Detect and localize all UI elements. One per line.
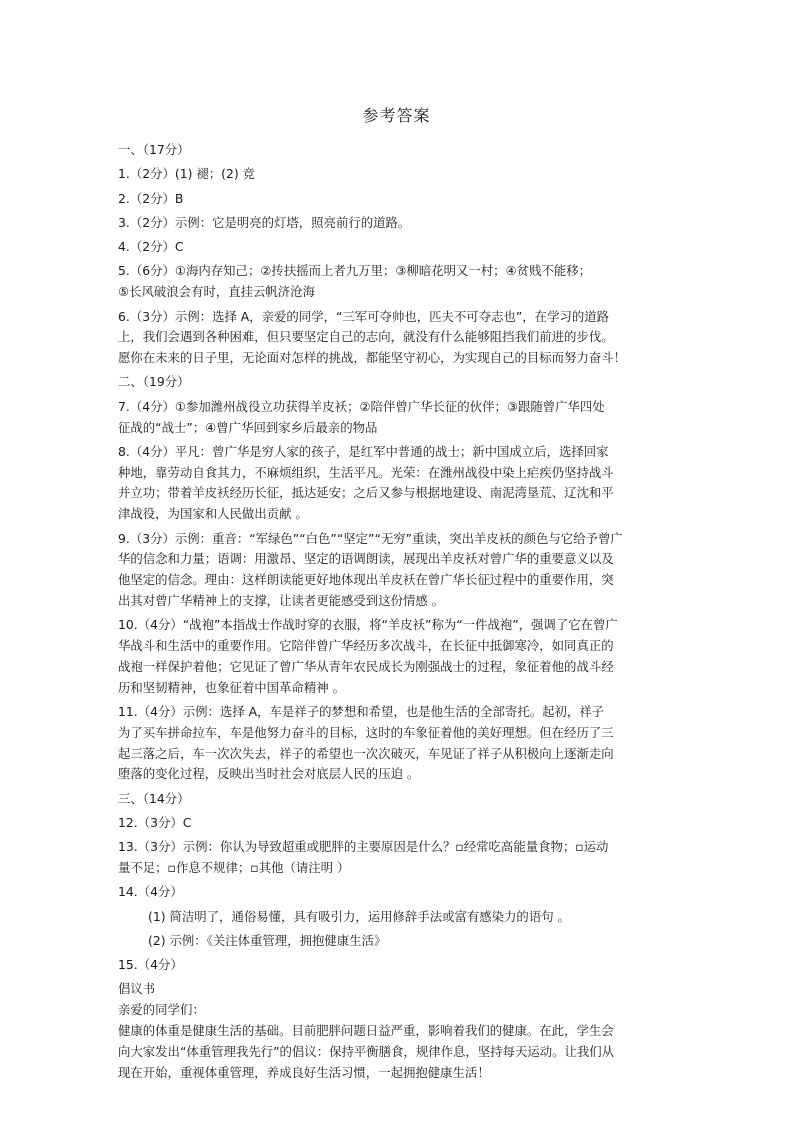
- answer-q14-heading: 14.（4分）: [118, 884, 183, 900]
- proposal-greeting: 亲爱的同学们：: [118, 1002, 205, 1018]
- proposal-body-line1: 健康的体重是健康生活的基础。目前肥胖问题日益严重，影响着我们的健康。在此，学生会: [118, 1023, 614, 1039]
- answer-q8-line2: 种地，靠劳动自食其力，不麻烦组织，生活平凡。光荣：在潍州战役中染上疟疾仍坚持战斗: [118, 464, 614, 480]
- proposal-body-line2: 向大家发出“体重管理我先行”的倡议：保持平衡膳食，规律作息，坚持每天运动。让我们从: [118, 1043, 615, 1059]
- answer-q2: 2.（2分）B: [118, 190, 184, 206]
- answer-q8-line4: 津战役，为国家和人民做出贡献 。: [118, 506, 308, 522]
- answer-q1: 1.（2分）(1) 褪；(2) 竞: [118, 166, 256, 182]
- section-heading-1: 一、（17分）: [118, 142, 190, 157]
- answer-q13-line1: 13.（3分）示例：你认为导致超重或肥胖的主要原因是什么？▫经常吃高能量食物；▫运动: [118, 839, 609, 855]
- answer-q10-line3: 战袍一样保护着他；它见证了曾广华从青年农民成长为刚强战士的过程，象征着他的战斗经: [118, 658, 614, 674]
- answer-q13-line2: 量不足；▫作息不规律；▫其他（请注明 ）: [118, 860, 350, 875]
- answer-q3: 3.（2分）示例：它是明亮的灯塔，照亮前行的道路。: [118, 214, 411, 230]
- answer-q6-line2: 上，我们会遇到各种困难，但只要坚定自己的志向，就没有什么能够阻挡我们前进的步伐。: [118, 329, 614, 345]
- page-title: 参考答案: [362, 106, 431, 125]
- answer-q12: 12.（3分）C: [118, 814, 192, 830]
- answer-q9-line1: 9.（3分）示例：重音：“军绿色”“白色”“坚定”“无穷”重读，突出羊皮袄的颜色与它给予曾广: [118, 530, 623, 546]
- answer-q9-line4: 出其对曾广华精神上的支撑，让读者更能感受到这份情感 。: [118, 592, 445, 608]
- answer-q4: 4.（2分）C: [118, 239, 184, 255]
- answer-q5-line1: 5.（6分）①海内存知己；②抟扶摇而上者九万里；③柳暗花明又一村；④贫贱不能移；: [118, 263, 592, 279]
- answer-q10-line1: 10.（4分）“战袍”本指战士作战时穿的衣服，将“羊皮袄”称为“一件战袍”，强调了它在曾广: [118, 617, 618, 633]
- answer-q8-line3: 并立功；带着羊皮袄经历长征，抵达延安；之后又参与根据地建设、南泥湾垦荒、辽沈和平: [118, 485, 614, 501]
- answer-q11-line2: 为了买车拼命拉车，车是他努力奋斗的目标，这时的车象征着他的美好理想。但在经历了三: [118, 724, 614, 740]
- answer-q8-line1: 8.（4分）平凡：曾广华是穷人家的孩子，是红军中普通的战士；新中国成立后，选择回家: [118, 443, 609, 459]
- answer-q11-line1: 11.（4分）示例：选择 A，车是祥子的梦想和希望，也是他生活的全部寄托。起初，祥子: [118, 703, 605, 719]
- answer-q10-line4: 历和坚韧精神，也象征着中国革命精神 。: [118, 679, 345, 695]
- answer-q10-line2: 华战斗和生活中的重要作用。它陪伴曾广华经历多次战斗，在长征中抵御寒冷，如同真正的: [118, 638, 614, 654]
- answer-q15-heading: 15.（4分）: [118, 957, 183, 973]
- answer-q6-line3: 愿你在未来的日子里，无论面对怎样的挑战，都能坚守初心，为实现自己的目标而努力奋斗！: [118, 350, 627, 366]
- proposal-body-line3: 现在开始，重视体重管理，养成良好生活习惯，一起拥抱健康生活！: [118, 1064, 490, 1080]
- proposal-title: 倡议书: [118, 981, 156, 997]
- answer-q5-line2: ⑤长风破浪会有时，直挂云帆济沧海: [118, 284, 315, 300]
- answer-q9-line2: 华的信念和力量；语调：用激昂、坚定的语调朗读，展现出羊皮袄对曾广华的重要意义以及: [118, 551, 614, 567]
- answer-q7-line1: 7.（4分）①参加潍州战役立功获得羊皮袄；②陪伴曾广华长征的伙伴；③跟随曾广华四处: [118, 398, 605, 414]
- answer-q14-part1: (1) 简洁明了，通俗易懂，具有吸引力，运用修辞手法或富有感染力的语句 。: [148, 908, 570, 924]
- section-heading-3: 三、（14分）: [118, 790, 190, 806]
- answer-q11-line4: 堕落的变化过程，反映出当时社会对底层人民的压迫 。: [118, 766, 420, 782]
- answer-q9-line3: 他坚定的信念。理由：这样朗读能更好地体现出羊皮袄在曾广华长征过程中的重要作用，突: [118, 572, 614, 588]
- answer-content: [118, 140, 688, 1083]
- section-heading-2: 二、（19分）: [118, 374, 190, 390]
- answer-q7-line2: 征战的“战士”；④曾广华回到家乡后最亲的物品: [118, 419, 378, 435]
- answer-q11-line3: 起三落之后，车一次次失去，祥子的希望也一次次破灭，车见证了祥子从积极向上逐渐走向: [118, 745, 614, 761]
- answer-q14-part2: (2) 示例：《关注体重管理，拥抱健康生活》: [148, 932, 387, 948]
- answer-q6-line1: 6.（3分）示例：选择 A，亲爱的同学，“三军可夺帅也，匹夫不可夺志也”，在学习的道路: [118, 308, 610, 324]
